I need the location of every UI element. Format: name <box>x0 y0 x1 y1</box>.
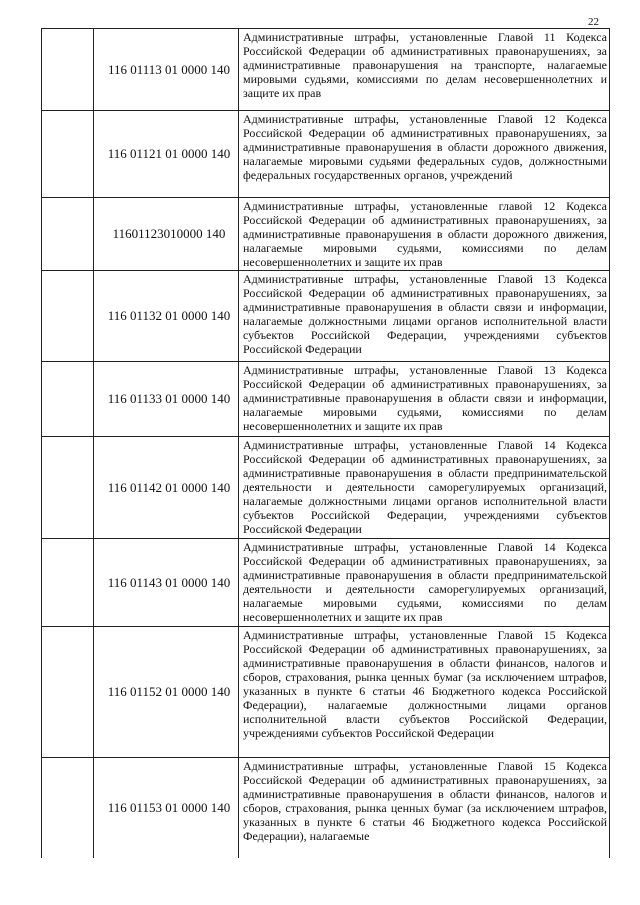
table-row <box>42 29 610 111</box>
description-cell: Административные штрафы, установленные Главой 14 Кодекса Российской Федерации об административных правонарушениях, за административные правонарушения в области предпринимательской деятельности и деятельности саморегулируемых организаций, налагаемые должностными лицами органов исполнительной власти субъектов Российской Федерации, учреждениями субъектов Российской Федерации <box>239 437 610 539</box>
code-cell: 116 01153 01 0000 140 <box>94 758 239 858</box>
blank-cell <box>42 198 94 271</box>
table-row <box>42 198 610 271</box>
blank-cell <box>42 539 94 627</box>
blank-cell <box>42 29 94 111</box>
table-row <box>42 627 610 758</box>
table-row <box>42 271 610 362</box>
blank-cell <box>42 362 94 437</box>
table-row <box>42 758 610 858</box>
table-row <box>42 539 610 627</box>
table-row <box>42 362 610 437</box>
code-cell: 116 01152 01 0000 140 <box>94 627 239 758</box>
description-cell: Административные штрафы, установленные Главой 15 Кодекса Российской Федерации об административных правонарушениях, за административные правонарушения в области финансов, налогов и сборов, страхования, рынка ценных бумаг (за исключением штрафов, указанных в пункте 6 статьи 46 Бюджетного кодекса Российской Федерации), налагаемые должностными лицами органов исполнительной власти субъектов Российской Федерации, учреждениями субъектов Российской Федерации <box>239 627 610 758</box>
blank-cell <box>42 271 94 362</box>
table-row <box>42 437 610 539</box>
blank-cell <box>42 111 94 198</box>
blank-cell <box>42 437 94 539</box>
table-row <box>42 111 610 198</box>
blank-cell <box>42 627 94 758</box>
description-cell: Административные штрафы, установленные Главой 13 Кодекса Российской Федерации об административных правонарушениях, за административные правонарушения в области связи и информации, налагаемые должностными лицами органов исполнительной власти субъектов Российской Федерации, учреждениями субъектов Российской Федерации <box>239 271 610 362</box>
description-cell: Административные штрафы, установленные Главой 12 Кодекса Российской Федерации об административных правонарушениях, за административные правонарушения в области дорожного движения, налагаемые мировыми судьями федеральных судов, должностными федеральных государственных органов, учреждений <box>239 111 610 198</box>
code-cell: 116 01132 01 0000 140 <box>94 271 239 362</box>
code-cell: 116 01143 01 0000 140 <box>94 539 239 627</box>
description-cell: Административные штрафы, установленные главой 12 Кодекса Российской Федерации об административных правонарушениях, за административные правонарушения в области дорожного движения, налагаемые мировыми судьями, комиссиями по делам несовершеннолетних и защите их прав <box>239 198 610 271</box>
description-cell: Административные штрафы, установленные Главой 15 Кодекса Российской Федерации об административных правонарушениях, за административные правонарушения в области финансов, налогов и сборов, страхования, рынка ценных бумаг (за исключением штрафов, указанных в пункте 6 статьи 46 Бюджетного кодекса Российской Федерации), налагаемые <box>239 758 610 858</box>
code-cell: 116 01142 01 0000 140 <box>94 437 239 539</box>
blank-cell <box>42 758 94 858</box>
budget-codes-table <box>41 28 610 858</box>
code-cell: 116 01133 01 0000 140 <box>94 362 239 437</box>
description-cell: Административные штрафы, установленные Главой 14 Кодекса Российской Федерации об административных правонарушениях, за административные правонарушения в области предпринимательской деятельности и деятельности саморегулируемых организаций, налагаемые мировыми судьями, комиссиями по делам несовершеннолетних и защите их прав <box>239 539 610 627</box>
description-cell: Административные штрафы, установленные Главой 13 Кодекса Российской Федерации об административных правонарушениях, за административные правонарушения в области связи и информации, налагаемые мировыми судьями, комиссиями по делам несовершеннолетних и защите их прав <box>239 362 610 437</box>
code-cell: 11601123010000 140 <box>94 198 239 271</box>
description-cell: Административные штрафы, установленные Главой 11 Кодекса Российской Федерации об административных правонарушениях, за административные правонарушения на транспорте, налагаемые мировыми судьями, комиссиями по делам несовершеннолетних и защите их прав <box>239 29 610 111</box>
code-cell: 116 01113 01 0000 140 <box>94 29 239 111</box>
page-number: 22 <box>588 16 599 28</box>
code-cell: 116 01121 01 0000 140 <box>94 111 239 198</box>
